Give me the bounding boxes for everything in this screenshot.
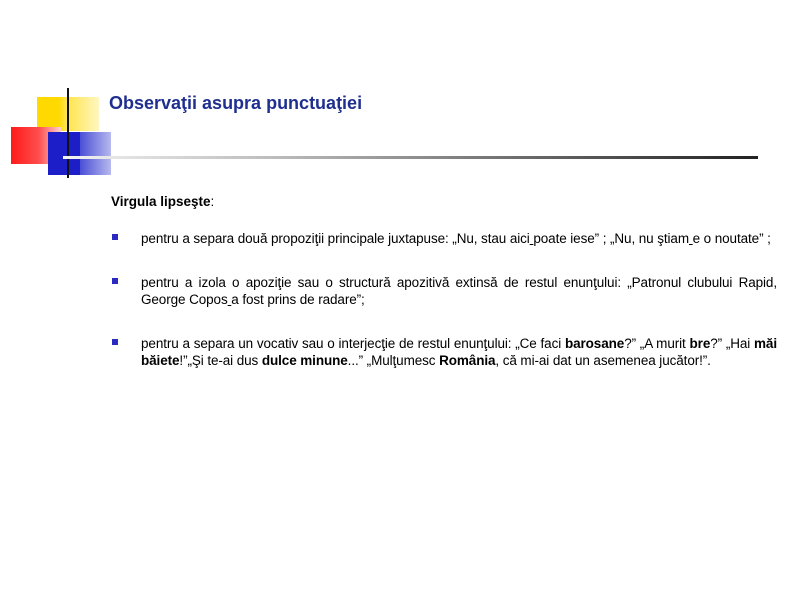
bullet-text: poate iese” ; „Nu, nu ştiam <box>533 231 689 246</box>
decor-yellow-gradient-square <box>68 97 99 131</box>
decor-vertical-line <box>67 88 69 178</box>
bullet-text: pentru a izola o apoziţie sau o structură apozitivă extinsă de restul enunţului: „Patronul clubului Rapid, George Copos <box>141 275 777 307</box>
heading-text: Virgula lipseşte <box>111 194 211 209</box>
bullet-text: , că mi-ai dat un asemenea jucător!”. <box>495 353 711 368</box>
bullet-item-3 <box>111 335 777 369</box>
heading-colon: : <box>210 194 215 209</box>
bullet-square-icon <box>112 339 118 345</box>
bullet-text: ?” „Hai <box>710 336 755 351</box>
title-underline <box>63 156 758 159</box>
bullet-text: pentru a separa un vocativ sau o interjecţie de restul enunţului: „Ce faci <box>141 336 565 351</box>
decor-yellow-square <box>37 97 68 131</box>
decor-blue-square <box>48 132 80 175</box>
bullet-text: a fost prins de radare”; <box>231 292 365 307</box>
section-heading <box>111 193 777 210</box>
bold-word: bre <box>689 336 711 351</box>
bold-word: barosane <box>564 336 625 351</box>
bullet-text: e o noutate” ; <box>692 231 771 246</box>
bold-word: România <box>439 353 496 368</box>
bullet-square-icon <box>112 234 118 240</box>
bullet-item-2 <box>111 274 777 308</box>
bullet-text: !”„Şi te-ai dus <box>179 353 262 368</box>
bullet-text: ?” „A murit <box>624 336 690 351</box>
decor-blue-gradient-square <box>80 132 111 175</box>
bullet-text: ...” „Mulţumesc <box>347 353 440 368</box>
bold-word: dulce minune <box>261 353 348 368</box>
bullet-text: pentru a separa două propoziţii principale juxtapuse: „Nu, stau aici <box>141 231 530 246</box>
bullet-item-1 <box>111 230 777 247</box>
bold-word: măi băiete <box>141 336 777 368</box>
slide-body <box>111 193 777 396</box>
bullet-square-icon <box>112 278 118 284</box>
slide-title: Observaţii asupra punctuaţiei <box>109 93 363 113</box>
